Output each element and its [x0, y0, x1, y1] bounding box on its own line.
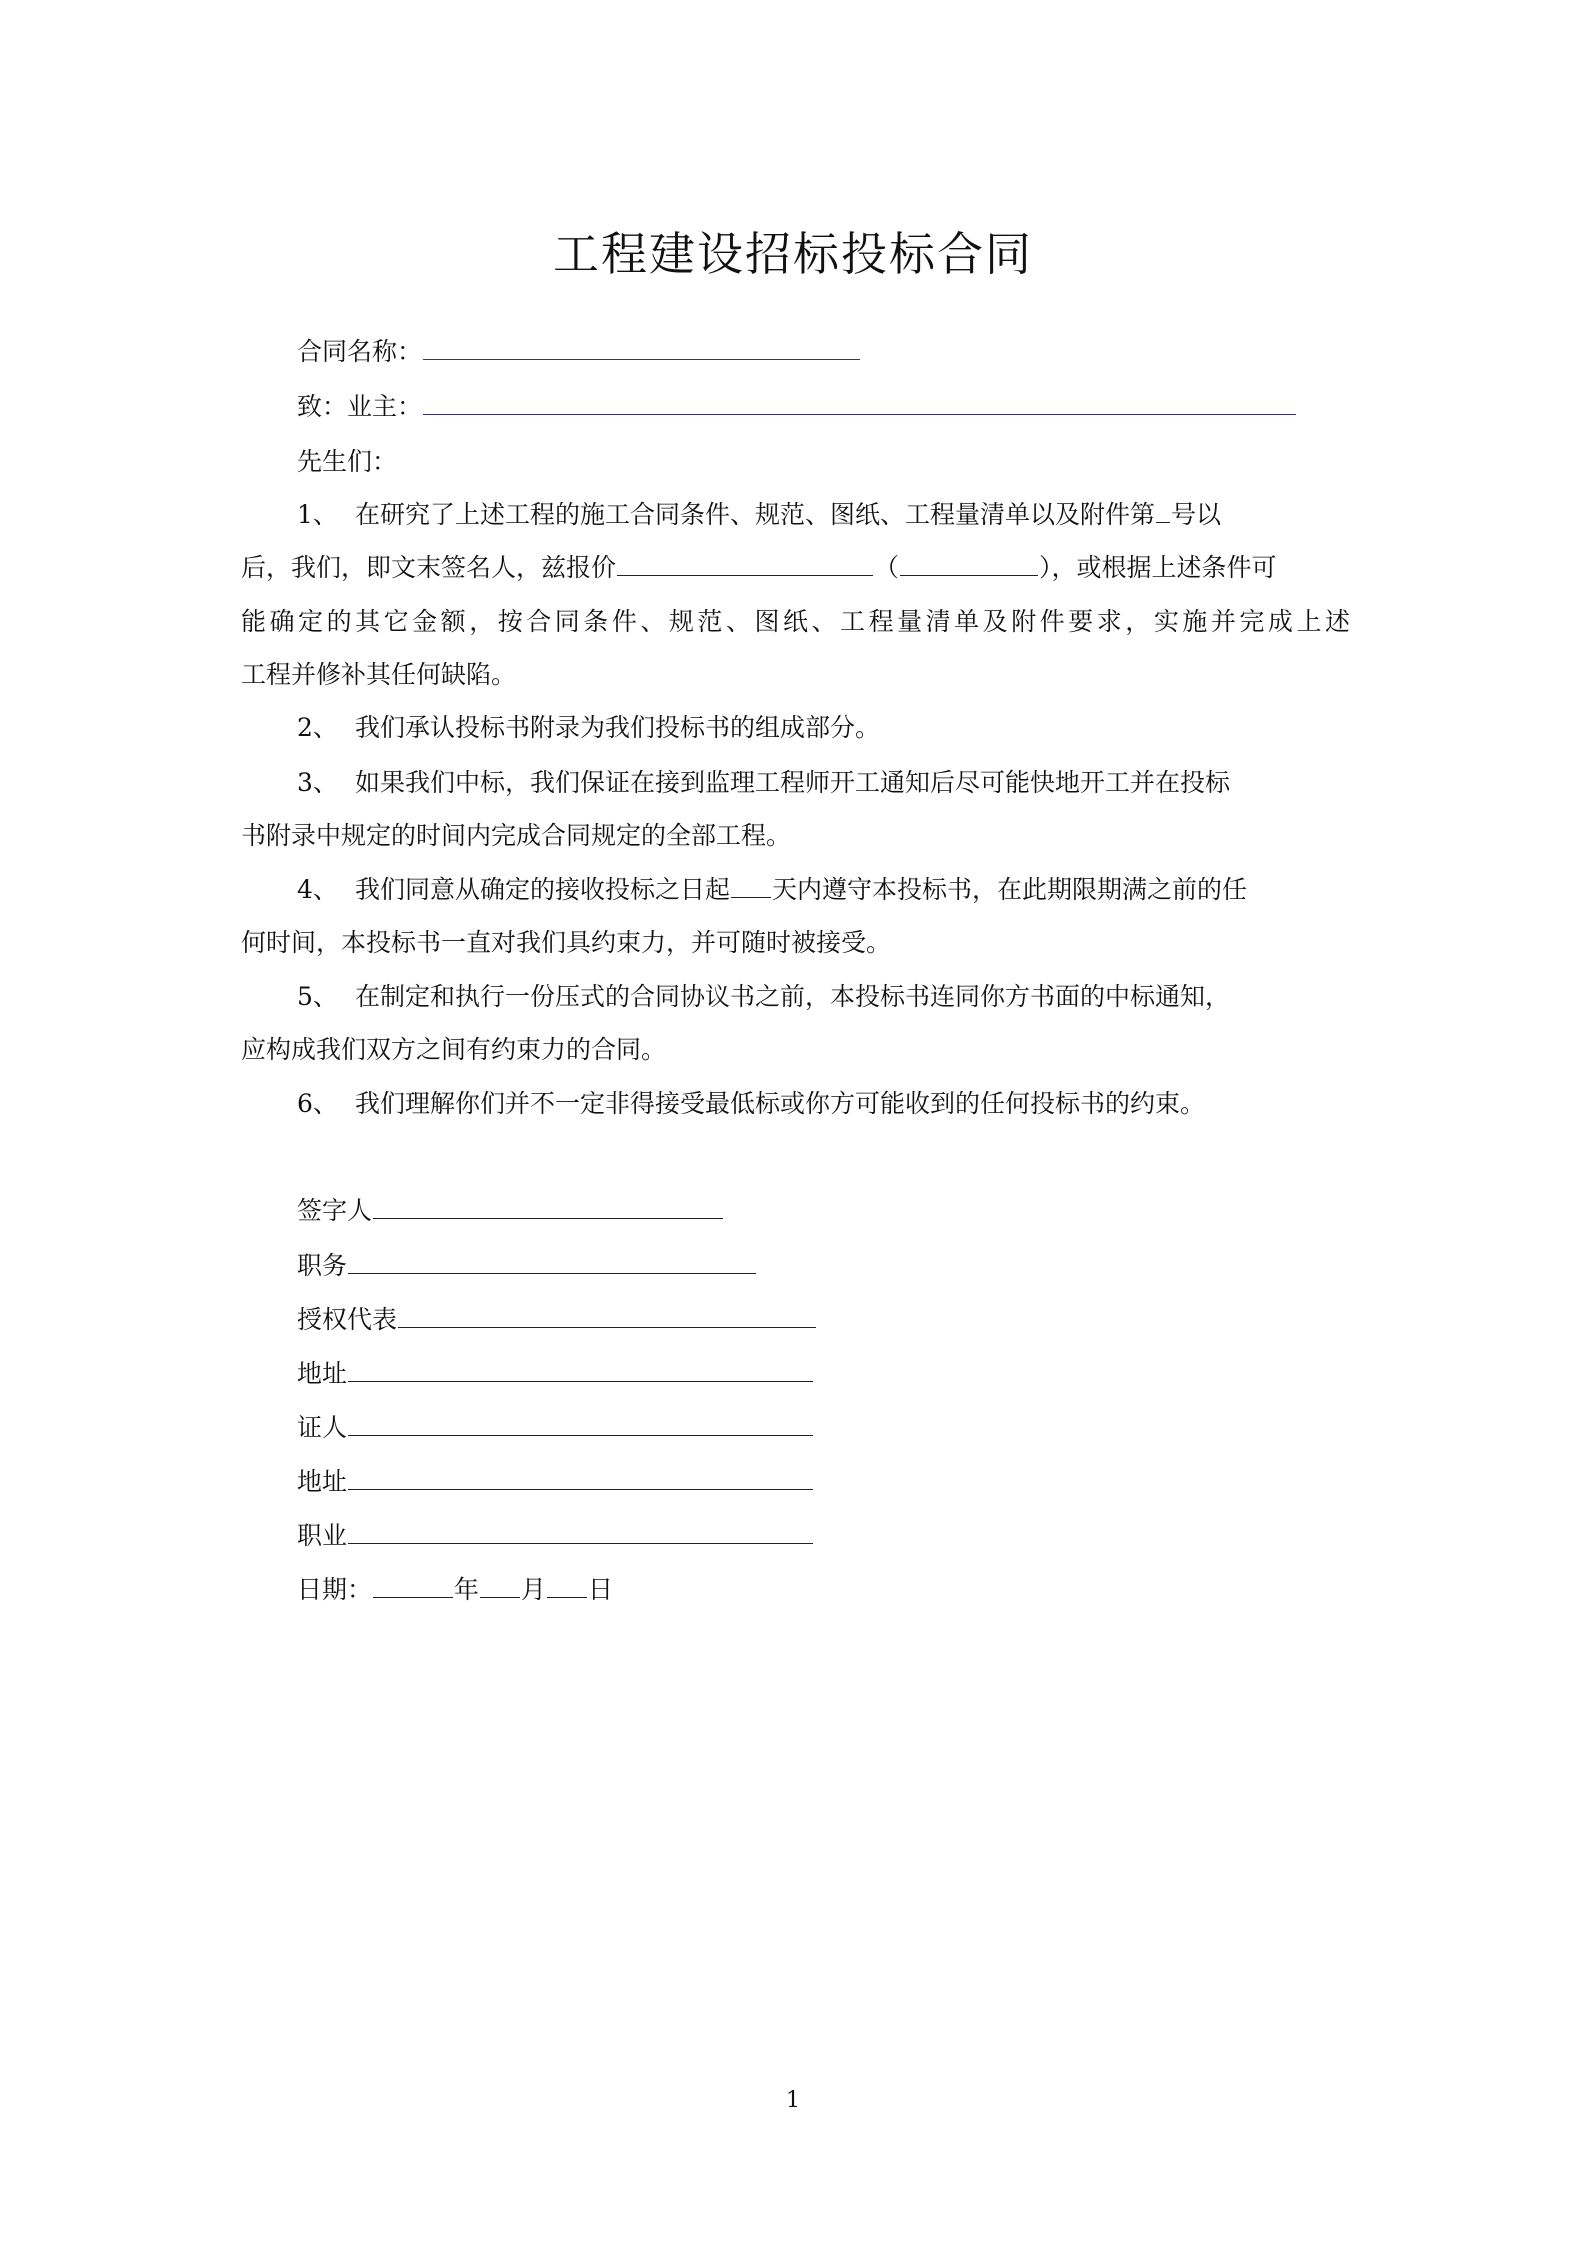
clause-1-line-4: 工程并修补其任何缺陷。: [241, 660, 517, 689]
clause-number: 6、: [297, 1089, 338, 1118]
date-label: 日期：: [297, 1575, 373, 1604]
contract-name-label: 合同名称：: [297, 337, 423, 366]
to-owner-label: 致：业主：: [297, 392, 423, 421]
address-row-1: [297, 1357, 814, 1391]
year-blank[interactable]: [373, 1596, 453, 1598]
occupation-label: 职业: [297, 1521, 348, 1550]
month-blank[interactable]: [480, 1596, 520, 1598]
address-row-2: [297, 1465, 814, 1499]
authorized-rep-blank[interactable]: [398, 1326, 816, 1328]
owner-row: [297, 390, 1297, 424]
address-label: 地址: [297, 1359, 348, 1388]
witness-label: 证人: [297, 1413, 348, 1442]
clause-3-line-2: 书附录中规定的时间内完成合同规定的全部工程。: [241, 821, 792, 850]
clause-5-line-2: 应构成我们双方之间有约束力的合同。: [241, 1035, 667, 1064]
clause-6-line-1: 6、 我们理解你们并不一定非得接受最低标或你方可能收到的任何投标书的约束。: [297, 1087, 1205, 1121]
document-title: 工程建设招标投标合同: [553, 227, 1033, 281]
clause-4-line-2: 何时间，本投标书一直对我们具约束力，并可随时被接受。: [241, 928, 892, 957]
clause-number: 2、: [297, 713, 338, 742]
address-blank[interactable]: [348, 1488, 813, 1490]
position-blank[interactable]: [348, 1272, 756, 1274]
signer-blank[interactable]: [373, 1217, 723, 1219]
signer-row: [297, 1194, 724, 1228]
occupation-row: [297, 1519, 814, 1553]
year-label: 年: [454, 1575, 480, 1604]
occupation-blank[interactable]: [348, 1542, 813, 1544]
clause-number: 5、: [297, 982, 338, 1011]
authorized-rep-row: [297, 1303, 817, 1337]
witness-blank[interactable]: [348, 1434, 813, 1436]
address-label: 地址: [297, 1467, 348, 1496]
annex-number-blank[interactable]: [1156, 521, 1170, 523]
bid-price-words-blank[interactable]: [900, 574, 1038, 576]
signer-label: 签字人: [297, 1196, 373, 1225]
contract-name-row: [297, 335, 861, 369]
authorized-rep-label: 授权代表: [297, 1305, 398, 1334]
validity-days-blank[interactable]: [731, 896, 771, 898]
address-blank[interactable]: [348, 1380, 813, 1382]
owner-blank[interactable]: [423, 413, 1296, 415]
position-label: 职务: [297, 1251, 348, 1280]
clause-1-line-3: 能确定的其它金额，按合同条件、规范、图纸、工程量清单及附件要求，实施并完成上述: [241, 607, 1350, 636]
date-row: [297, 1573, 613, 1607]
page-number: 1: [786, 2088, 800, 2113]
clause-4-line-1: 4、 我们同意从确定的接收投标之日起 天内遵守本投标书，在此期限期满之前的任: [297, 873, 1247, 907]
clause-3-line-1: 3、 如果我们中标，我们保证在接到监理工程师开工通知后尽可能快地开工并在投标: [297, 766, 1350, 800]
position-row: [297, 1249, 757, 1283]
clause-1-line-2: 后，我们，即文末签名人，兹报价 （ ），或根据上述条件可: [241, 553, 1277, 582]
day-blank[interactable]: [547, 1596, 587, 1598]
day-label: 日: [588, 1575, 614, 1604]
bid-price-blank[interactable]: [617, 574, 873, 576]
clause-5-line-1: 5、 在制定和执行一份压式的合同协议书之前，本投标书连同你方书面的中标通知，: [297, 980, 1350, 1014]
clause-number: 1、: [297, 500, 338, 529]
clause-number: 4、: [297, 875, 338, 904]
salutation: 先生们：: [297, 447, 398, 476]
contract-name-blank[interactable]: [423, 358, 860, 360]
month-label: 月: [521, 1575, 547, 1604]
clause-2-line-1: 2、 我们承认投标书附录为我们投标书的组成部分。: [297, 711, 880, 745]
witness-row: [297, 1411, 814, 1445]
clause-1-line-1: 1、 在研究了上述工程的施工合同条件、规范、图纸、工程量清单以及附件第 号以: [297, 498, 1350, 532]
clause-number: 3、: [297, 768, 338, 797]
